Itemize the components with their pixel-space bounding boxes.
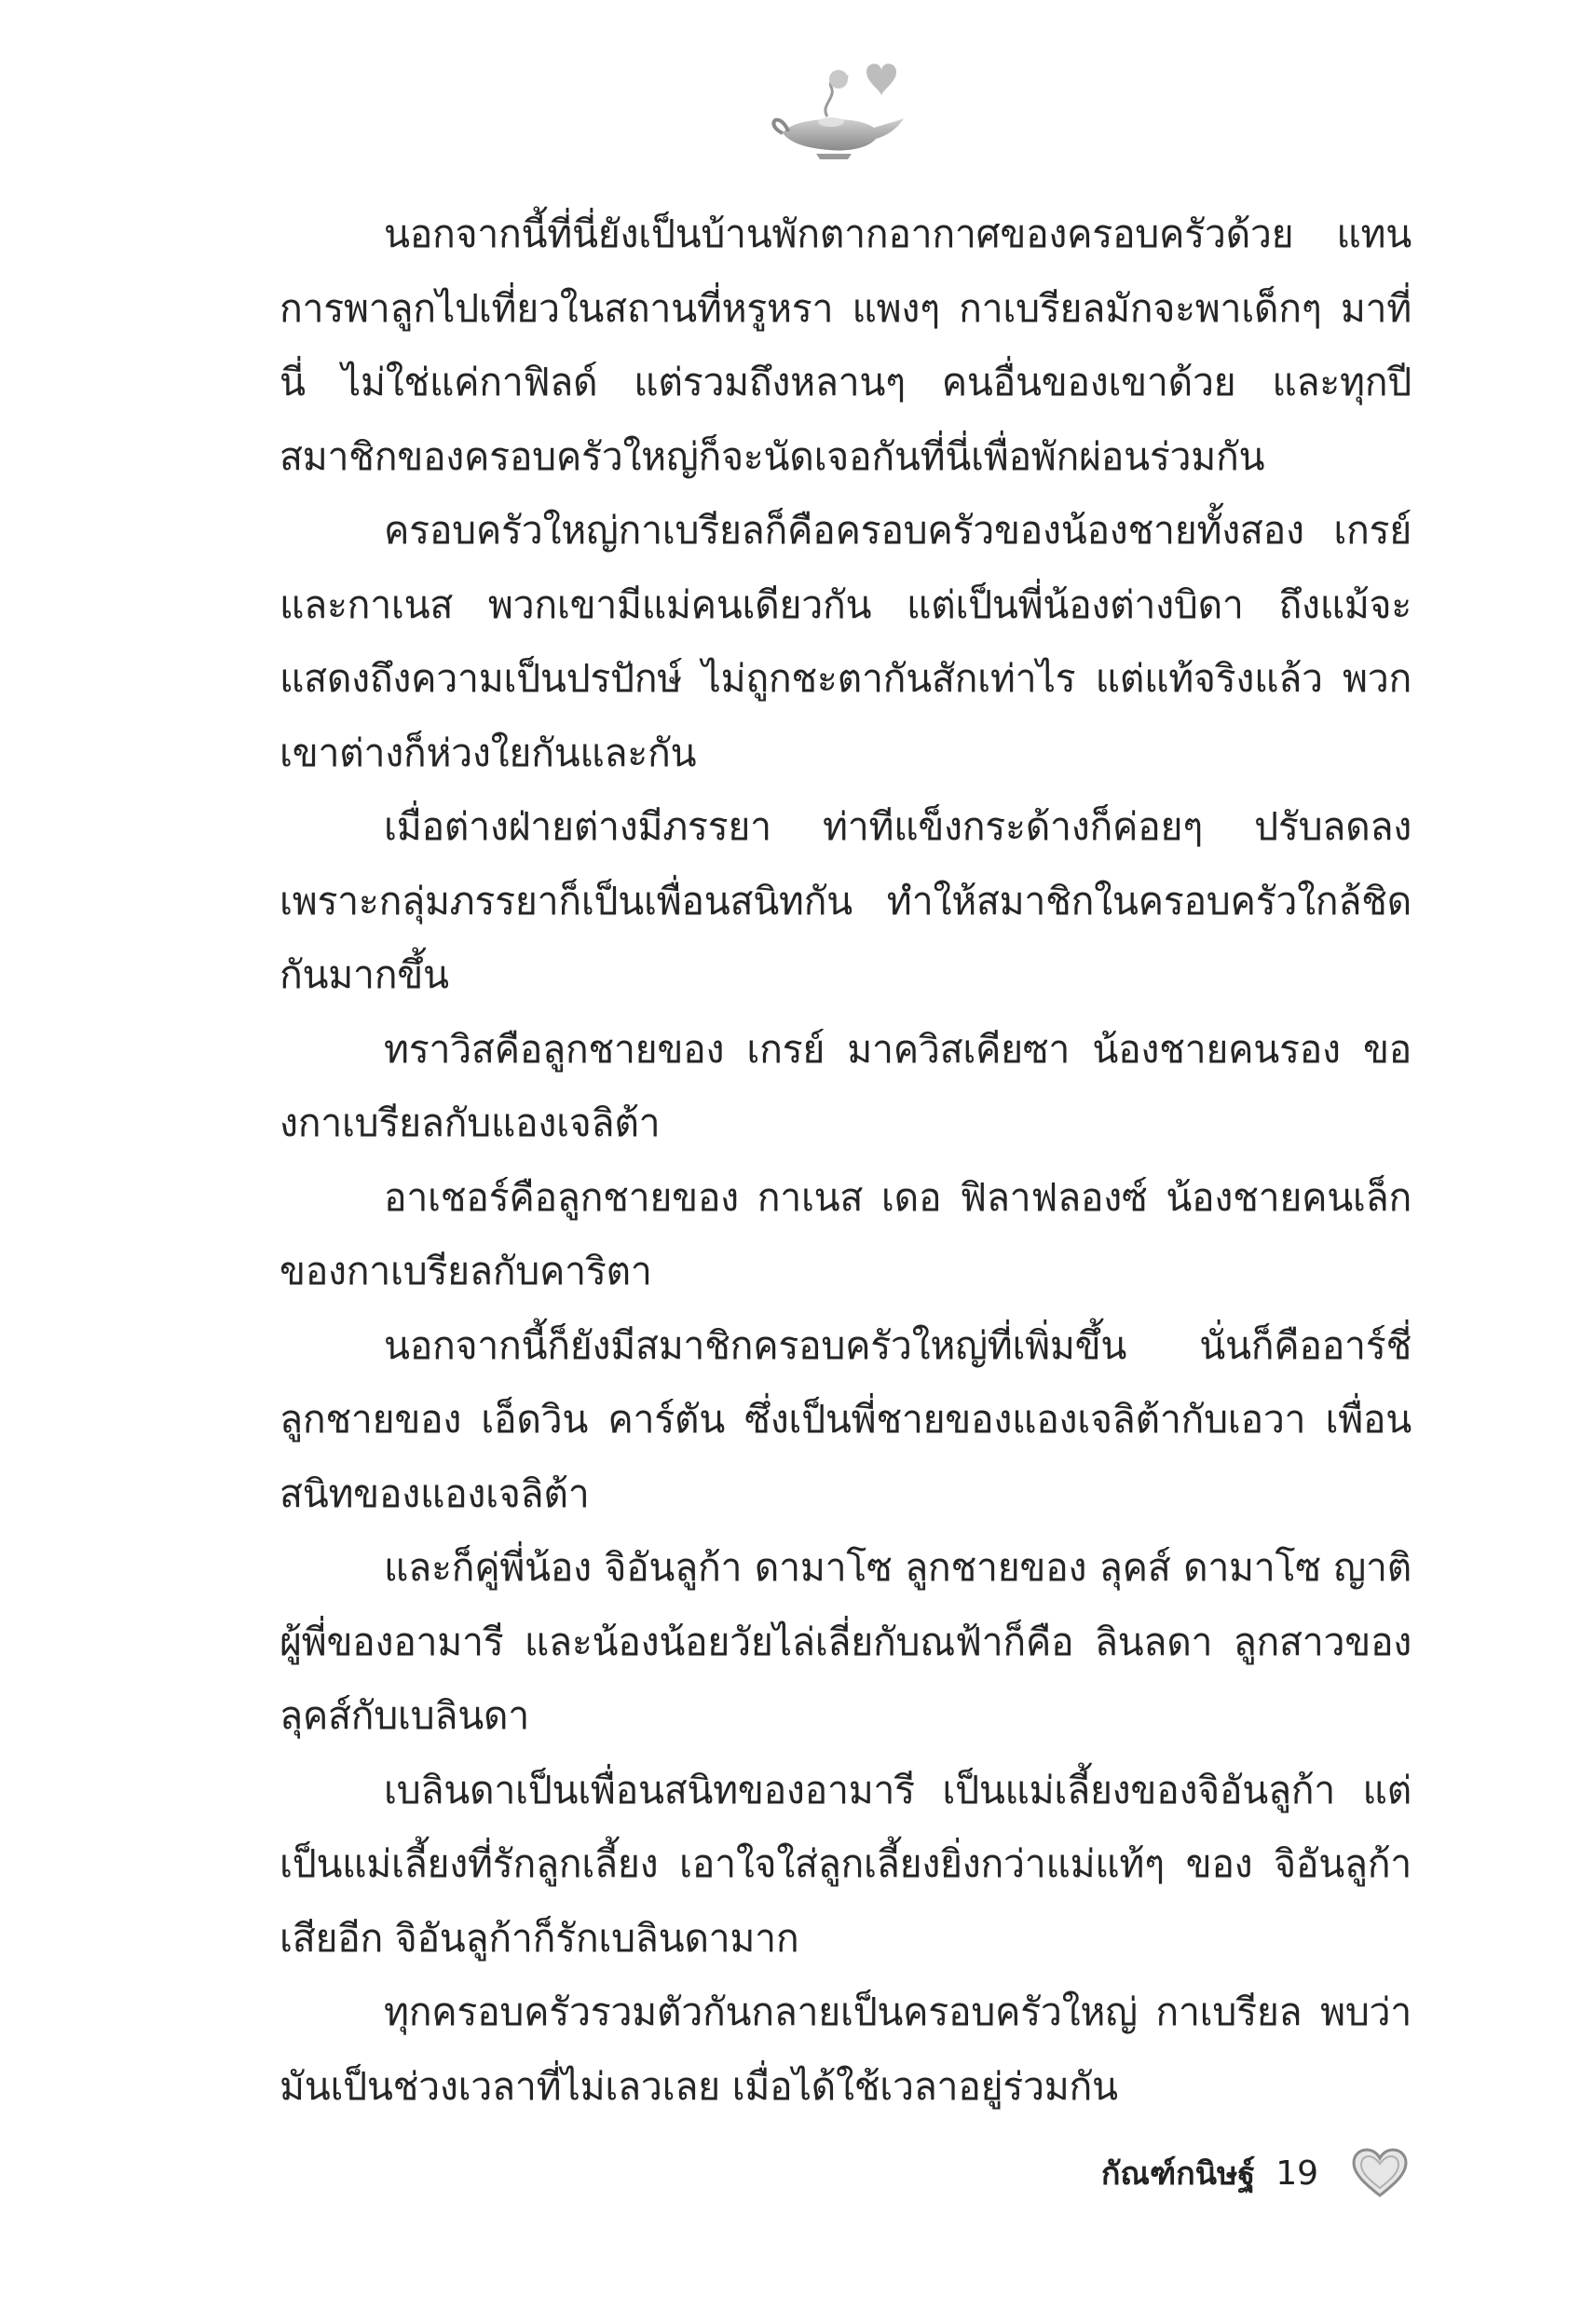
heart-outline-icon: [1350, 2147, 1410, 2199]
genie-lamp-with-heart-icon: [755, 51, 913, 163]
paragraph: นอกจากนี้ที่นี่ยังเป็นบ้านพักตากอากาศของครอบครัวด้วย แทนการพาลูกไปเที่ยวในสถานที่หรูหรา แพงๆ กาเบรียลมักจะพาเด็กๆ มาที่นี่ ไม่ใช่แค่กาฟิลด์ แต่รวมถึงหลานๆ คนอื่นของเขาด้วย และทุกปี สมาชิกของครอบครัวใหญ่ก็จะนัดเจอกันที่นี่เพื่อพักผ่อนร่วมกัน: [280, 212, 1412, 479]
paragraph: เมื่อต่างฝ่ายต่างมีภรรยา ท่าทีแข็งกระด้างก็ค่อยๆ ปรับลดลง เพราะกลุ่มภรรยาก็เป็นเพื่อนสนิทกัน ทำให้สมาชิกในครอบครัวใกล้ชิดกันมากขึ้น: [280, 804, 1412, 997]
paragraph: และก็คู่พี่น้อง จิอันลูก้า ดามาโซ ลูกชายของ ลุคส์ ดามาโซ ญาติผู้พี่ของอามารี และน้องน้อยวัยไล่เลี่ยกับณฟ้าก็คือ ลินลดา ลูกสาวของลุคส์กับเบลินดา: [280, 1545, 1412, 1738]
body-text: [280, 198, 1412, 2124]
page-number: 19: [1275, 2154, 1318, 2193]
paragraph: ทุกครอบครัวรวมตัวกันกลายเป็นครอบครัวใหญ่ กาเบรียล พบว่ามันเป็นช่วงเวลาที่ไม่เลวเลย เมื่อได้ใช้เวลาอยู่ร่วมกัน: [280, 1990, 1412, 2109]
paragraph: เบลินดาเป็นเพื่อนสนิทของอามารี เป็นแม่เลี้ยงของจิอันลูก้า แต่เป็นแม่เลี้ยงที่รักลูกเลี้ยง เอาใจใส่ลูกเลี้ยงยิ่งกว่าแม่แท้ๆ ของ จิอันลูก้าเสียอีก จิอันลูก้าก็รักเบลินดามาก: [280, 1767, 1412, 1961]
paragraph: ทราวิสคือลูกชายของ เกรย์ มาควิสเคียซา น้องชายคนรอง ของกาเบรียลกับแองเจลิต้า: [280, 1026, 1412, 1145]
paragraph: นอกจากนี้ก็ยังมีสมาชิกครอบครัวใหญ่ที่เพิ่มขึ้น นั่นก็คืออาร์ชี่ ลูกชายของ เอ็ดวิน คาร์ตัน ซึ่งเป็นพี่ชายของแองเจลิต้ากับเอวา เพื่อนสนิทของแองเจลิต้า: [280, 1322, 1412, 1516]
paragraph: อาเชอร์คือลูกชายของ กาเนส เดอ ฟิลาฟลองซ์ น้องชายคนเล็ก ของกาเบรียลกับคาริตา: [280, 1174, 1412, 1293]
paragraph: ครอบครัวใหญ่กาเบรียลก็คือครอบครัวของน้องชายทั้งสอง เกรย์และกาเนส พวกเขามีแม่คนเดียวกัน แต่เป็นพี่น้องต่างบิดา ถึงแม้จะแสดงถึงความเป็นปรปักษ์ ไม่ถูกชะตากันสักเท่าไร แต่แท้จริงแล้ว พวกเขาต่างก็ห่วงใยกันและกัน: [280, 508, 1412, 775]
book-title: กัณฑ์กนิษฐ์: [1100, 2155, 1256, 2193]
page-footer: [1101, 2140, 1410, 2206]
